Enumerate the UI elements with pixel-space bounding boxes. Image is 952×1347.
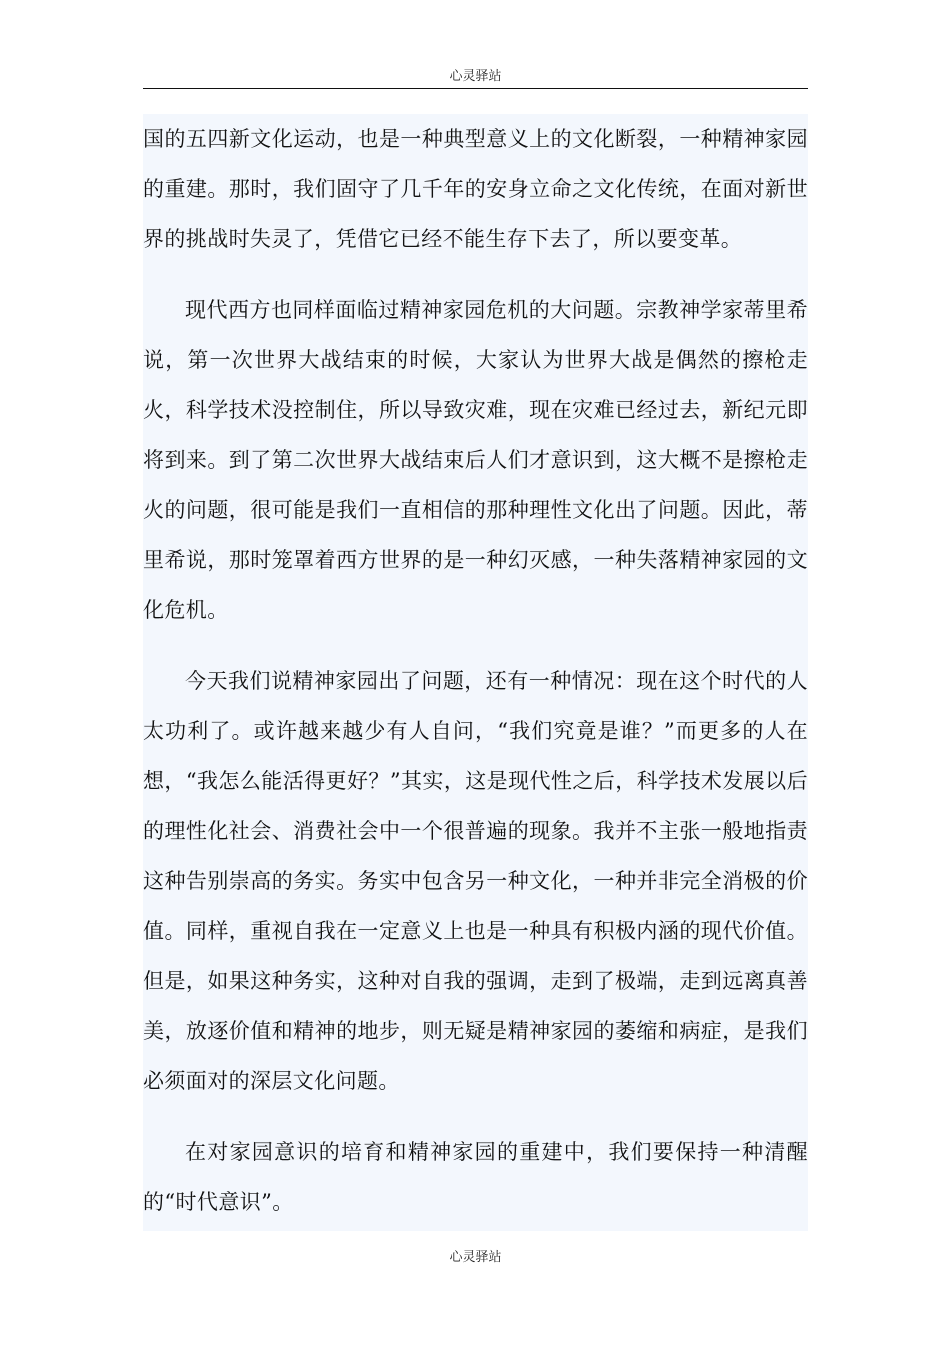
- paragraph-continuation: 国的五四新文化运动，也是一种典型意义上的文化断裂，一种精神家园的重建。那时，我们固守了几千年的安身立命之文化传统，在面对新世界的挑战时失灵了，凭借它已经不能生存下去了，所以要变革。: [143, 127, 808, 251]
- paragraph-western-crisis: 现代西方也同样面临过精神家园危机的大问题。宗教神学家蒂里希说，第一次世界大战结束的时候，大家认为世界大战是偶然的擦枪走火，科学技术没控制住，所以导致灾难，现在灾难已经过去，新纪元即将到来。到了第二次世界大战结束后人们才意识到，这大概不是擦枪走火的问题，很可能是我们一直相信的那种理性文化出了问题。因此，蒂里希说，那时笼罩着西方世界的是一种幻灭感，一种失落精神家园的文化危机。: [143, 298, 808, 622]
- paragraph-spacer: [143, 264, 808, 285]
- paragraph-era-awareness: 在对家园意识的培育和精神家园的重建中，我们要保持一种清醒的“时代意识”。: [143, 1140, 808, 1214]
- document-body: [143, 114, 808, 1231]
- paragraph-spacer: [143, 635, 808, 656]
- paragraph-spacer: [143, 1106, 808, 1127]
- page-footer: 心灵驿站: [449, 1250, 502, 1265]
- paragraph-utilitarian-era: 今天我们说精神家园出了问题，还有一种情况：现在这个时代的人太功利了。或许越来越少有人自问，“我们究竟是谁？”而更多的人在想，“我怎么能活得更好？”其实，这是现代性之后，科学技术发展以后的理性化社会、消费社会中一个很普遍的现象。我并不主张一般地指责这种告别崇高的务实。务实中包含另一种文化，一种并非完全消极的价值。同样，重视自我在一定意义上也是一种具有积极内涵的现代价值。但是，如果这种务实，这种对自我的强调，走到了极端，走到远离真善美，放逐价值和精神的地步，则无疑是精神家园的萎缩和病症，是我们必须面对的深层文化问题。: [143, 669, 808, 1093]
- page-header: 心灵驿站: [449, 69, 502, 84]
- header-rule: [143, 88, 808, 89]
